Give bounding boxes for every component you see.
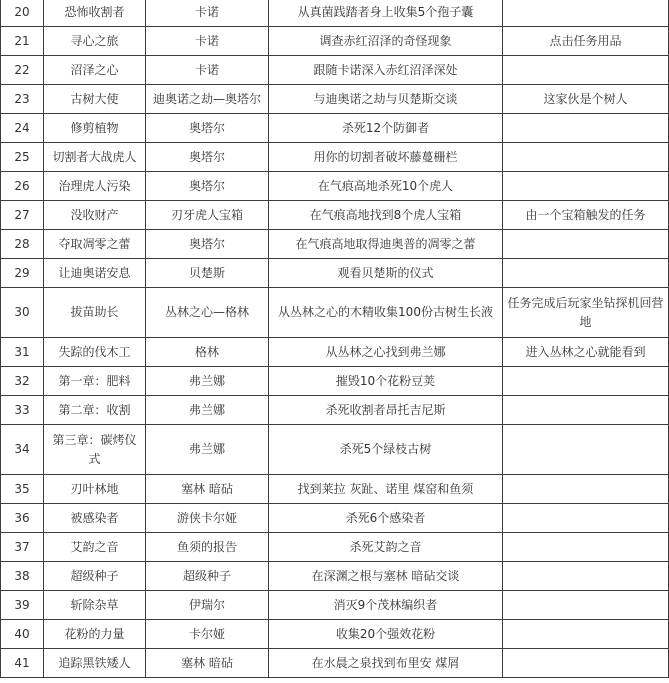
quest-table-body xyxy=(1,0,669,678)
quest-objective-cell: 消灭9个茂林编织者 xyxy=(269,591,503,620)
quest-giver-cell: 游侠卡尔娅 xyxy=(146,504,269,533)
quest-number-cell: 29 xyxy=(1,259,44,288)
quest-giver-cell: 超级种子 xyxy=(146,562,269,591)
quest-name-cell: 刃叶林地 xyxy=(44,475,146,504)
quest-giver-cell: 弗兰娜 xyxy=(146,425,269,475)
table-row xyxy=(1,367,669,396)
quest-note-cell xyxy=(503,56,669,85)
quest-number-cell: 37 xyxy=(1,533,44,562)
quest-number-cell: 39 xyxy=(1,591,44,620)
table-row xyxy=(1,504,669,533)
quest-name-cell: 第三章：碳烤仪式 xyxy=(44,425,146,475)
quest-note-cell xyxy=(503,533,669,562)
quest-name-cell: 斩除杂草 xyxy=(44,591,146,620)
table-row xyxy=(1,201,669,230)
quest-name-cell: 艾韵之音 xyxy=(44,533,146,562)
table-row xyxy=(1,230,669,259)
quest-number-cell: 28 xyxy=(1,230,44,259)
quest-number-cell: 25 xyxy=(1,143,44,172)
quest-giver-cell: 塞林 暗砧 xyxy=(146,649,269,678)
quest-giver-cell: 卡诺 xyxy=(146,0,269,27)
quest-number-cell: 32 xyxy=(1,367,44,396)
quest-objective-cell: 杀死艾韵之音 xyxy=(269,533,503,562)
quest-objective-cell: 在气痕高地找到8个虎人宝箱 xyxy=(269,201,503,230)
quest-number-cell: 22 xyxy=(1,56,44,85)
quest-number-cell: 26 xyxy=(1,172,44,201)
quest-objective-cell: 在深渊之根与塞林 暗砧交谈 xyxy=(269,562,503,591)
quest-giver-cell: 卡诺 xyxy=(146,27,269,56)
quest-name-cell: 第一章：肥料 xyxy=(44,367,146,396)
table-row xyxy=(1,172,669,201)
quest-giver-cell: 奥塔尔 xyxy=(146,114,269,143)
quest-note-cell xyxy=(503,475,669,504)
quest-number-cell: 31 xyxy=(1,338,44,367)
table-row xyxy=(1,0,669,27)
quest-note-cell xyxy=(503,114,669,143)
quest-objective-cell: 收集20个强效花粉 xyxy=(269,620,503,649)
quest-objective-cell: 在水晨之泉找到布里安 煤屑 xyxy=(269,649,503,678)
quest-giver-cell: 弗兰娜 xyxy=(146,396,269,425)
quest-note-cell: 由一个宝箱触发的任务 xyxy=(503,201,669,230)
quest-name-cell: 治理虎人污染 xyxy=(44,172,146,201)
quest-note-cell xyxy=(503,504,669,533)
quest-giver-cell: 塞林 暗砧 xyxy=(146,475,269,504)
quest-note-cell: 点击任务用品 xyxy=(503,27,669,56)
quest-name-cell: 寻心之旅 xyxy=(44,27,146,56)
quest-name-cell: 没收财产 xyxy=(44,201,146,230)
quest-objective-cell: 杀死5个绿枝古树 xyxy=(269,425,503,475)
quest-name-cell: 古树大使 xyxy=(44,85,146,114)
quest-name-cell: 夺取凋零之蕾 xyxy=(44,230,146,259)
quest-note-cell xyxy=(503,143,669,172)
quest-number-cell: 34 xyxy=(1,425,44,475)
quest-note-cell xyxy=(503,396,669,425)
quest-giver-cell: 弗兰娜 xyxy=(146,367,269,396)
table-row xyxy=(1,143,669,172)
table-row xyxy=(1,475,669,504)
quest-objective-cell: 跟随卡诺深入赤红沼泽深处 xyxy=(269,56,503,85)
table-row xyxy=(1,338,669,367)
quest-number-cell: 38 xyxy=(1,562,44,591)
quest-name-cell: 追踪黑铁矮人 xyxy=(44,649,146,678)
quest-note-cell: 任务完成后玩家坐钻探机回营地 xyxy=(503,288,669,338)
quest-objective-cell: 从真菌践踏者身上收集5个孢子囊 xyxy=(269,0,503,27)
quest-note-cell xyxy=(503,620,669,649)
quest-objective-cell: 与迪奥诺之劫与贝楚斯交谈 xyxy=(269,85,503,114)
quest-number-cell: 33 xyxy=(1,396,44,425)
quest-objective-cell: 在气痕高地杀死10个虎人 xyxy=(269,172,503,201)
table-row xyxy=(1,27,669,56)
quest-note-cell xyxy=(503,259,669,288)
quest-number-cell: 30 xyxy=(1,288,44,338)
quest-objective-cell: 杀死6个感染者 xyxy=(269,504,503,533)
table-row xyxy=(1,396,669,425)
quest-giver-cell: 刃牙虎人宝箱 xyxy=(146,201,269,230)
quest-giver-cell: 卡尔娅 xyxy=(146,620,269,649)
quest-objective-cell: 调查赤红沼泽的奇怪现象 xyxy=(269,27,503,56)
quest-objective-cell: 杀死12个防御者 xyxy=(269,114,503,143)
quest-number-cell: 21 xyxy=(1,27,44,56)
quest-name-cell: 修剪植物 xyxy=(44,114,146,143)
quest-note-cell xyxy=(503,0,669,27)
quest-note-cell xyxy=(503,425,669,475)
table-row xyxy=(1,562,669,591)
quest-name-cell: 第二章：收割 xyxy=(44,396,146,425)
quest-name-cell: 拔苗助长 xyxy=(44,288,146,338)
table-row xyxy=(1,533,669,562)
table-row xyxy=(1,591,669,620)
quest-objective-cell: 杀死收割者昂托吉尼斯 xyxy=(269,396,503,425)
quest-giver-cell: 卡诺 xyxy=(146,56,269,85)
quest-giver-cell: 迪奥诺之劫—奥塔尔 xyxy=(146,85,269,114)
quest-name-cell: 沼泽之心 xyxy=(44,56,146,85)
quest-number-cell: 35 xyxy=(1,475,44,504)
quest-objective-cell: 找到莱拉 灰趾、诺里 煤窑和鱼须 xyxy=(269,475,503,504)
quest-objective-cell: 从丛林之心的木精收集100份古树生长液 xyxy=(269,288,503,338)
quest-giver-cell: 奥塔尔 xyxy=(146,230,269,259)
quest-name-cell: 被感染者 xyxy=(44,504,146,533)
quest-number-cell: 23 xyxy=(1,85,44,114)
quest-name-cell: 切割者大战虎人 xyxy=(44,143,146,172)
quest-note-cell xyxy=(503,591,669,620)
quest-objective-cell: 从丛林之心找到弗兰娜 xyxy=(269,338,503,367)
quest-giver-cell: 贝楚斯 xyxy=(146,259,269,288)
quest-name-cell: 让迪奥诺安息 xyxy=(44,259,146,288)
quest-number-cell: 27 xyxy=(1,201,44,230)
quest-number-cell: 36 xyxy=(1,504,44,533)
quest-number-cell: 41 xyxy=(1,649,44,678)
quest-giver-cell: 格林 xyxy=(146,338,269,367)
quest-note-cell: 这家伙是个树人 xyxy=(503,85,669,114)
quest-giver-cell: 奥塔尔 xyxy=(146,143,269,172)
quest-name-cell: 恐怖收割者 xyxy=(44,0,146,27)
quest-name-cell: 超级种子 xyxy=(44,562,146,591)
table-row xyxy=(1,114,669,143)
quest-number-cell: 20 xyxy=(1,0,44,27)
quest-number-cell: 24 xyxy=(1,114,44,143)
quest-giver-cell: 奥塔尔 xyxy=(146,172,269,201)
quest-note-cell xyxy=(503,367,669,396)
quest-note-cell: 进入丛林之心就能看到 xyxy=(503,338,669,367)
quest-name-cell: 失踪的伐木工 xyxy=(44,338,146,367)
table-row xyxy=(1,620,669,649)
quest-note-cell xyxy=(503,230,669,259)
table-row xyxy=(1,56,669,85)
table-row xyxy=(1,649,669,678)
quest-objective-cell: 观看贝楚斯的仪式 xyxy=(269,259,503,288)
table-row xyxy=(1,425,669,475)
table-row xyxy=(1,259,669,288)
quest-giver-cell: 伊瑞尔 xyxy=(146,591,269,620)
quest-objective-cell: 摧毁10个花粉豆荚 xyxy=(269,367,503,396)
quest-objective-cell: 在气痕高地取得迪奥普的凋零之蕾 xyxy=(269,230,503,259)
quest-note-cell xyxy=(503,562,669,591)
quest-objective-cell: 用你的切割者破坏藤蔓栅栏 xyxy=(269,143,503,172)
quest-number-cell: 40 xyxy=(1,620,44,649)
quest-giver-cell: 丛林之心—格林 xyxy=(146,288,269,338)
quest-giver-cell: 鱼须的报告 xyxy=(146,533,269,562)
quest-name-cell: 花粉的力量 xyxy=(44,620,146,649)
table-row xyxy=(1,288,669,338)
quest-note-cell xyxy=(503,172,669,201)
table-row xyxy=(1,85,669,114)
quest-note-cell xyxy=(503,649,669,678)
